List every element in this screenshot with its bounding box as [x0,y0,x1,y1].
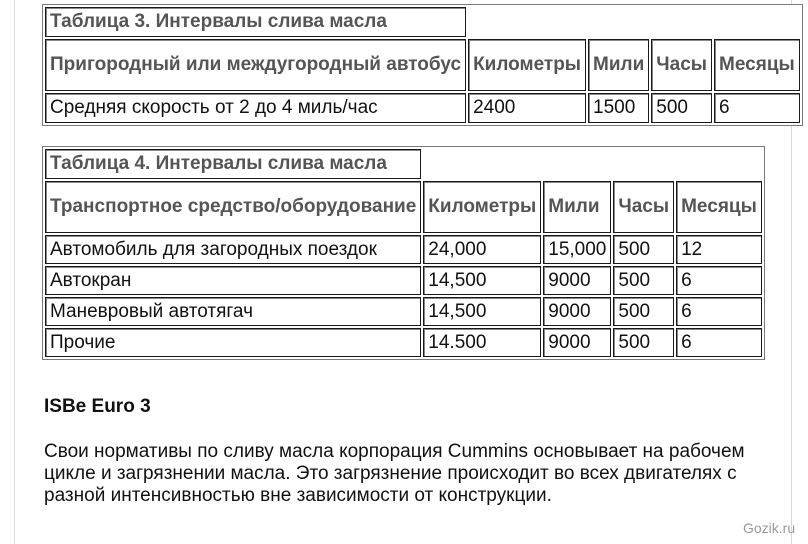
section-heading: ISBe Euro 3 [44,396,151,417]
caption-spacer [423,149,762,179]
cell-vehicle: Автокран [45,266,421,295]
caption-spacer [468,7,800,37]
cell-months: 6 [676,328,762,357]
cell-hours: 500 [613,235,674,264]
cell-hours: 500 [613,266,674,295]
cell-months: 12 [676,235,762,264]
site-watermark: Gozik.ru [743,520,796,536]
table-caption: Таблица 4. Интервалы слива масла [45,149,421,179]
cell-miles: 1500 [588,93,649,123]
header-hours: Часы [613,181,674,233]
header-miles: Мили [588,39,649,91]
header-vehicle: Пригородный или междугородный автобус [45,39,466,91]
cell-miles: 15,000 [543,235,611,264]
cell-kilometers: 24,000 [423,235,541,264]
cell-hours: 500 [613,297,674,326]
header-months: Месяцы [714,39,800,91]
cell-miles: 9000 [543,297,611,326]
cell-miles: 9000 [543,328,611,357]
table-row [45,266,762,295]
cell-months: 6 [676,297,762,326]
body-paragraph: Свои нормативы по сливу масла корпорация Cummins основывает на рабочем цикле и загрязнении масла. Это загрязнение происходит во всех двигателях с разной интенсивностью вне зависимости от конструкции. [44,441,745,506]
cell-hours: 500 [651,93,712,123]
cell-kilometers: 14,500 [423,297,541,326]
header-kilometers: Километры [468,39,586,91]
table-header-row [45,39,800,91]
table-row [45,297,762,326]
cell-vehicle: Маневровый автотягач [45,297,421,326]
oil-change-table-3 [42,4,803,126]
cell-kilometers: 2400 [468,93,586,123]
table-row [45,93,800,123]
header-kilometers: Километры [423,181,541,233]
cell-vehicle: Автомобиль для загородных поездок [45,235,421,264]
cell-months: 6 [676,266,762,295]
cell-miles: 9000 [543,266,611,295]
cell-hours: 500 [613,328,674,357]
table-header-row [45,181,762,233]
page-frame-left-border [14,0,15,544]
cell-vehicle: Прочие [45,328,421,357]
header-vehicle: Транспортное средство/оборудование [45,181,421,233]
header-hours: Часы [651,39,712,91]
cell-vehicle: Средняя скорость от 2 до 4 миль/час [45,93,466,123]
header-months: Месяцы [676,181,762,233]
oil-change-table-4 [42,146,765,360]
cell-kilometers: 14.500 [423,328,541,357]
table-row [45,328,762,357]
cell-months: 6 [714,93,800,123]
cell-kilometers: 14,500 [423,266,541,295]
table-caption: Таблица 3. Интервалы слива масла [45,7,466,37]
table-row [45,235,762,264]
header-miles: Мили [543,181,611,233]
